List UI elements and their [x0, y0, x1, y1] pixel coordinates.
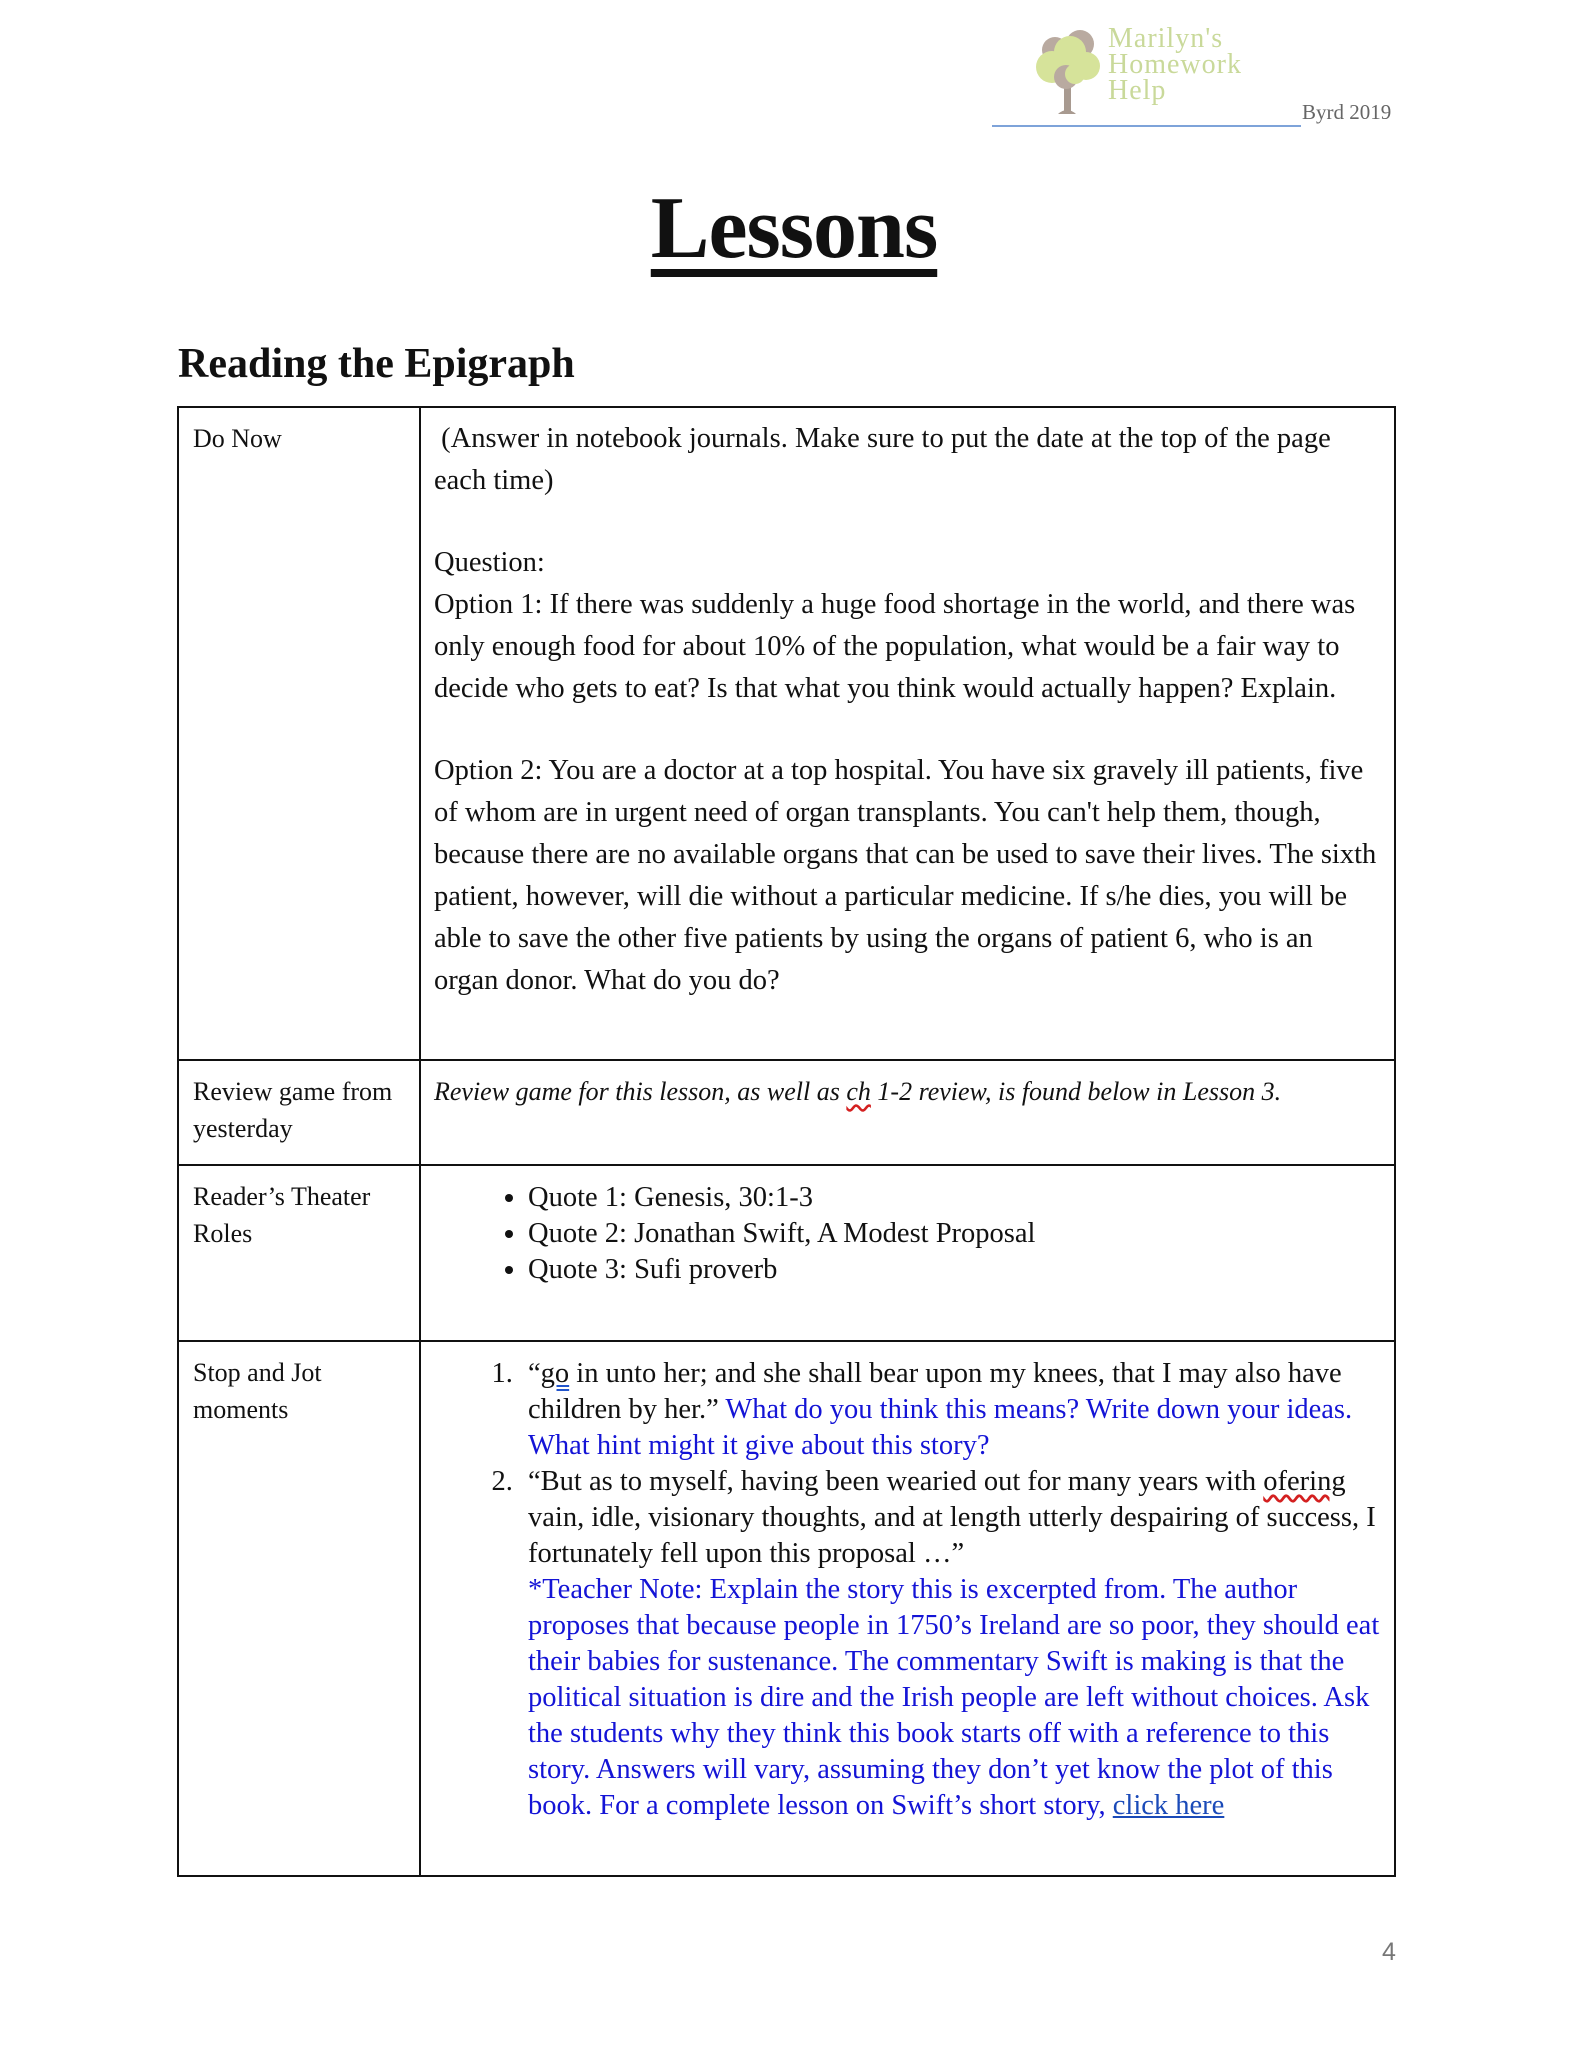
click-here-link[interactable]: click here — [1112, 1790, 1225, 1821]
list-item — [520, 1356, 1384, 1464]
lesson-table — [177, 406, 1396, 1877]
quotes-list — [434, 1356, 1384, 1824]
list-item: • Quote 1: Genesis, 30:1-3 — [528, 1180, 1384, 1216]
list-item — [520, 1464, 1384, 1824]
logo-line: Help — [1108, 75, 1167, 106]
logo-line: Homework — [1108, 49, 1242, 80]
row-label: Do Now — [178, 407, 420, 1060]
spellcheck-flagged-word[interactable]: ch — [846, 1077, 871, 1106]
do-now-content — [420, 407, 1395, 1060]
teacher-note: *Teacher Note: Explain the story this is excerpted from. The author proposes that because people in 1750’s Ireland are so poor, they should eat their babies for sustenance. The commentary Swift is making is that the political situation is dire and the Irish people are left without choices. Ask the students why they think this book starts off with a reference to this story. Answers will vary, assuming they don’t yet know the plot of this book. For a complete lesson on Swift’s short story, — [528, 1574, 1380, 1821]
quote-text: “ — [528, 1358, 541, 1389]
roles-list — [434, 1180, 1384, 1288]
section-title: Reading the Epigraph — [178, 341, 575, 387]
header-rule — [992, 125, 1301, 127]
quote-text: in unto her; and she shall bear upon my knees, that I may also have children by her.” — [528, 1358, 1342, 1425]
logo-line: Marilyn's — [1108, 23, 1224, 54]
question-label: Question: — [434, 547, 545, 578]
roles-content — [420, 1165, 1395, 1341]
logo-text — [1108, 23, 1242, 106]
row-label: Review game from yesterday — [178, 1060, 420, 1165]
table-row — [178, 407, 1395, 1060]
list-item: • Quote 3: Sufi proverb — [528, 1252, 1384, 1288]
page-title: Lessons — [650, 180, 938, 277]
option-2: Option 2: You are a doctor at a top hospital. You have six gravely ill patients, five of whom are in urgent need of organ transplants. You can't help them, though, because there are no available organs that can be used to save their lives. The sixth patient, however, will die without a particular medicine. If s/he dies, you will be able to save the other five patients by using the organs of patient 6, who is an organ donor. What do you do? — [434, 755, 1377, 996]
tree-icon — [1030, 22, 1110, 117]
spellcheck-flagged-word[interactable]: ofering — [1263, 1466, 1346, 1497]
do-now-intro: (Answer in notebook journals. Make sure to put the date at the top of the page each time) — [434, 423, 1338, 496]
table-row — [178, 1341, 1395, 1876]
quote-text: vain, idle, visionary thoughts, and at length utterly despairing of success, I fortunately fell upon this proposal …” — [528, 1502, 1376, 1569]
page-number: 4 — [1382, 1938, 1396, 1966]
grammar-flagged-word[interactable]: go — [540, 1358, 570, 1389]
review-text: 1-2 review, is found below in Lesson 3. — [870, 1077, 1282, 1106]
page-title-wrap — [0, 178, 1588, 279]
row-label: Reader’s Theater Roles — [178, 1165, 420, 1341]
review-text: Review game for this lesson, as well as — [434, 1077, 847, 1106]
row-label: Stop and Jot moments — [178, 1341, 420, 1876]
option-1: Option 1: If there was suddenly a huge food shortage in the world, and there was only enough food for about 10% of the population, what would be a fair way to decide who gets to eat? Is that what you think would actually happen? Explain. — [434, 589, 1356, 704]
list-item: • Quote 2: Jonathan Swift, A Modest Proposal — [528, 1216, 1384, 1252]
table-row — [178, 1165, 1395, 1341]
prompt-text: What do you think this means? Write down your ideas. What hint might it give about this story? — [528, 1394, 1353, 1461]
author-year: Byrd 2019 — [1302, 100, 1392, 124]
table-row — [178, 1060, 1395, 1165]
quote-text: “But as to myself, having been wearied out for many years with — [528, 1466, 1264, 1497]
review-content — [420, 1060, 1395, 1165]
stop-and-jot-content — [420, 1341, 1395, 1876]
logo — [1030, 22, 1320, 122]
